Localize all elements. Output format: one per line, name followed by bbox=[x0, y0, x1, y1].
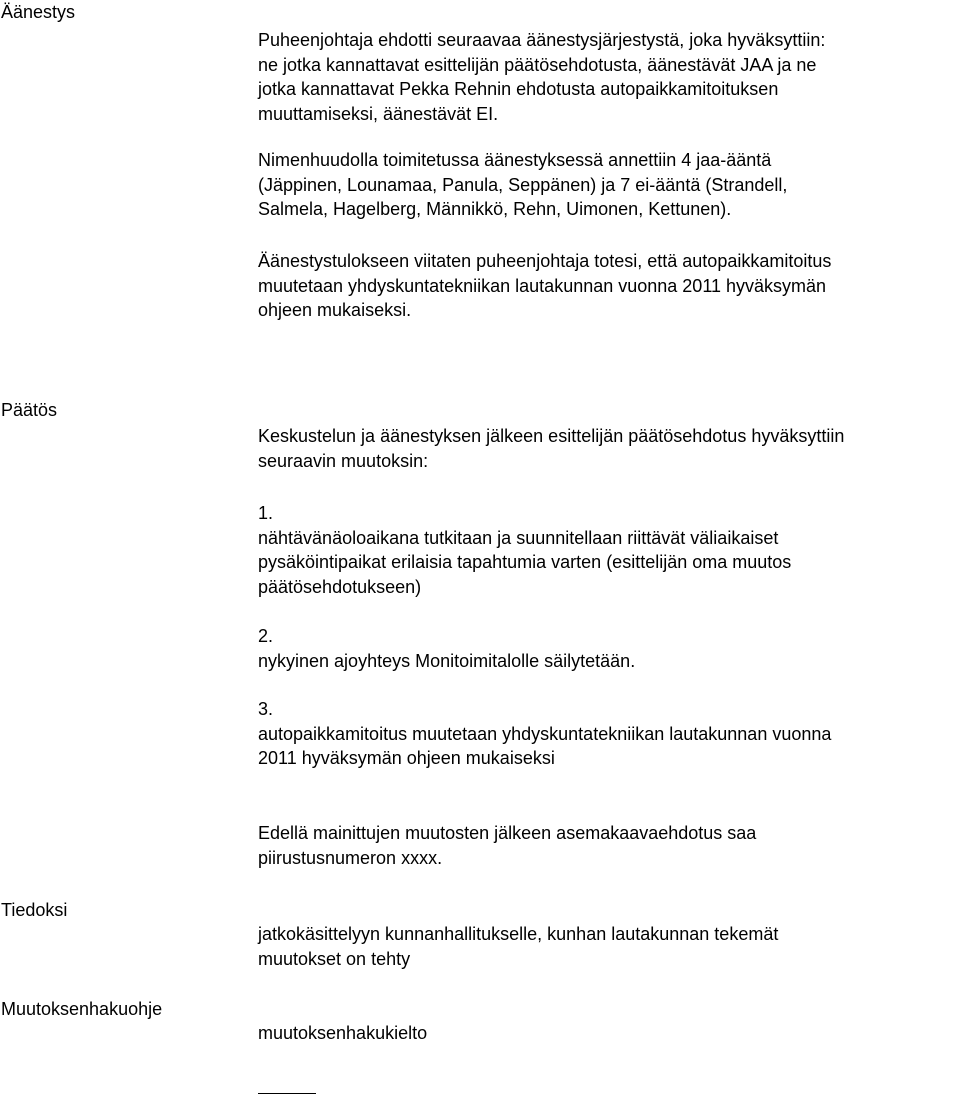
text-line: Äänestystulokseen viitaten puheenjohtaja totesi, että autopaikkamitoitus bbox=[258, 251, 832, 271]
signature-rule bbox=[258, 1093, 316, 1094]
text-line: piirustusnumeron xxxx. bbox=[258, 847, 443, 868]
text-line: Nimenhuudolla toimitetussa äänestyksessä annettiin 4 jaa-ääntä bbox=[258, 150, 772, 170]
text-line: Edellä mainittujen muutosten jälkeen asemakaavaehdotus saa bbox=[258, 823, 757, 843]
text-line: (Jäppinen, Lounamaa, Panula, Seppänen) ja 7 ei-ääntä (Strandell, bbox=[258, 174, 788, 195]
text-line: seuraavin muutoksin: bbox=[258, 450, 429, 471]
text-line: jotka kannattavat Pekka Rehnin ehdotusta autopaikkamitoituksen bbox=[258, 79, 779, 99]
notice-text bbox=[258, 922, 960, 971]
item-number: 2. bbox=[258, 626, 274, 646]
item-number: 1. bbox=[258, 503, 274, 523]
text-line: autopaikkamitoitus muutetaan yhdyskuntatekniikan lautakunnan vuonna bbox=[258, 723, 832, 744]
text-line: jatkokäsittelyyn kunnanhallitukselle, kunhan lautakunnan tekemät bbox=[258, 924, 779, 944]
text-line: Puheenjohtaja ehdotti seuraavaa äänestysjärjestystä, joka hyväksyttiin: bbox=[258, 30, 826, 50]
section-label-vote: Äänestys bbox=[1, 2, 76, 22]
decision-closing bbox=[258, 821, 960, 870]
text-line: 2011 hyväksymän ohjeen mukaiseksi bbox=[258, 748, 555, 768]
text-line: Keskustelun ja äänestyksen jälkeen esittelijän päätösehdotus hyväksyttiin bbox=[258, 426, 845, 446]
text-line: muutoksenhakukielto bbox=[258, 1023, 428, 1043]
section-label-notice: Tiedoksi bbox=[1, 900, 68, 920]
appeal-text bbox=[258, 1021, 960, 1046]
text-line: muutetaan yhdyskuntatekniikan lautakunnan vuonna 2011 hyväksymän bbox=[258, 275, 827, 296]
text-line: päätösehdotukseen) bbox=[258, 576, 422, 597]
text-line: ohjeen mukaiseksi. bbox=[258, 300, 412, 320]
decision-item-1 bbox=[258, 501, 960, 599]
vote-paragraph-result bbox=[258, 148, 960, 222]
text-line: Salmela, Hagelberg, Männikkö, Rehn, Uimonen, Kettunen). bbox=[258, 199, 732, 219]
decision-item-2 bbox=[258, 624, 960, 673]
vote-paragraph-order bbox=[258, 28, 960, 126]
decision-item-3 bbox=[258, 697, 960, 771]
text-line: ne jotka kannattavat esittelijän päätösehdotusta, äänestävät JAA ja ne bbox=[258, 54, 817, 75]
text-line: nähtävänäoloaikana tutkitaan ja suunnitellaan riittävät väliaikaiset bbox=[258, 527, 779, 548]
text-line: muuttamiseksi, äänestävät EI. bbox=[258, 103, 499, 124]
section-label-decision: Päätös bbox=[1, 400, 58, 420]
text-line: muutokset on tehty bbox=[258, 948, 411, 969]
section-label-appeal: Muutoksenhakuohje bbox=[1, 999, 163, 1019]
item-number: 3. bbox=[258, 699, 274, 719]
text-line: pysäköintipaikat erilaisia tapahtumia varten (esittelijän oma muutos bbox=[258, 552, 792, 572]
decision-intro bbox=[258, 424, 960, 473]
text-line: nykyinen ajoyhteys Monitoimitalolle säilytetään. bbox=[258, 650, 636, 671]
vote-paragraph-conclusion bbox=[258, 249, 960, 323]
